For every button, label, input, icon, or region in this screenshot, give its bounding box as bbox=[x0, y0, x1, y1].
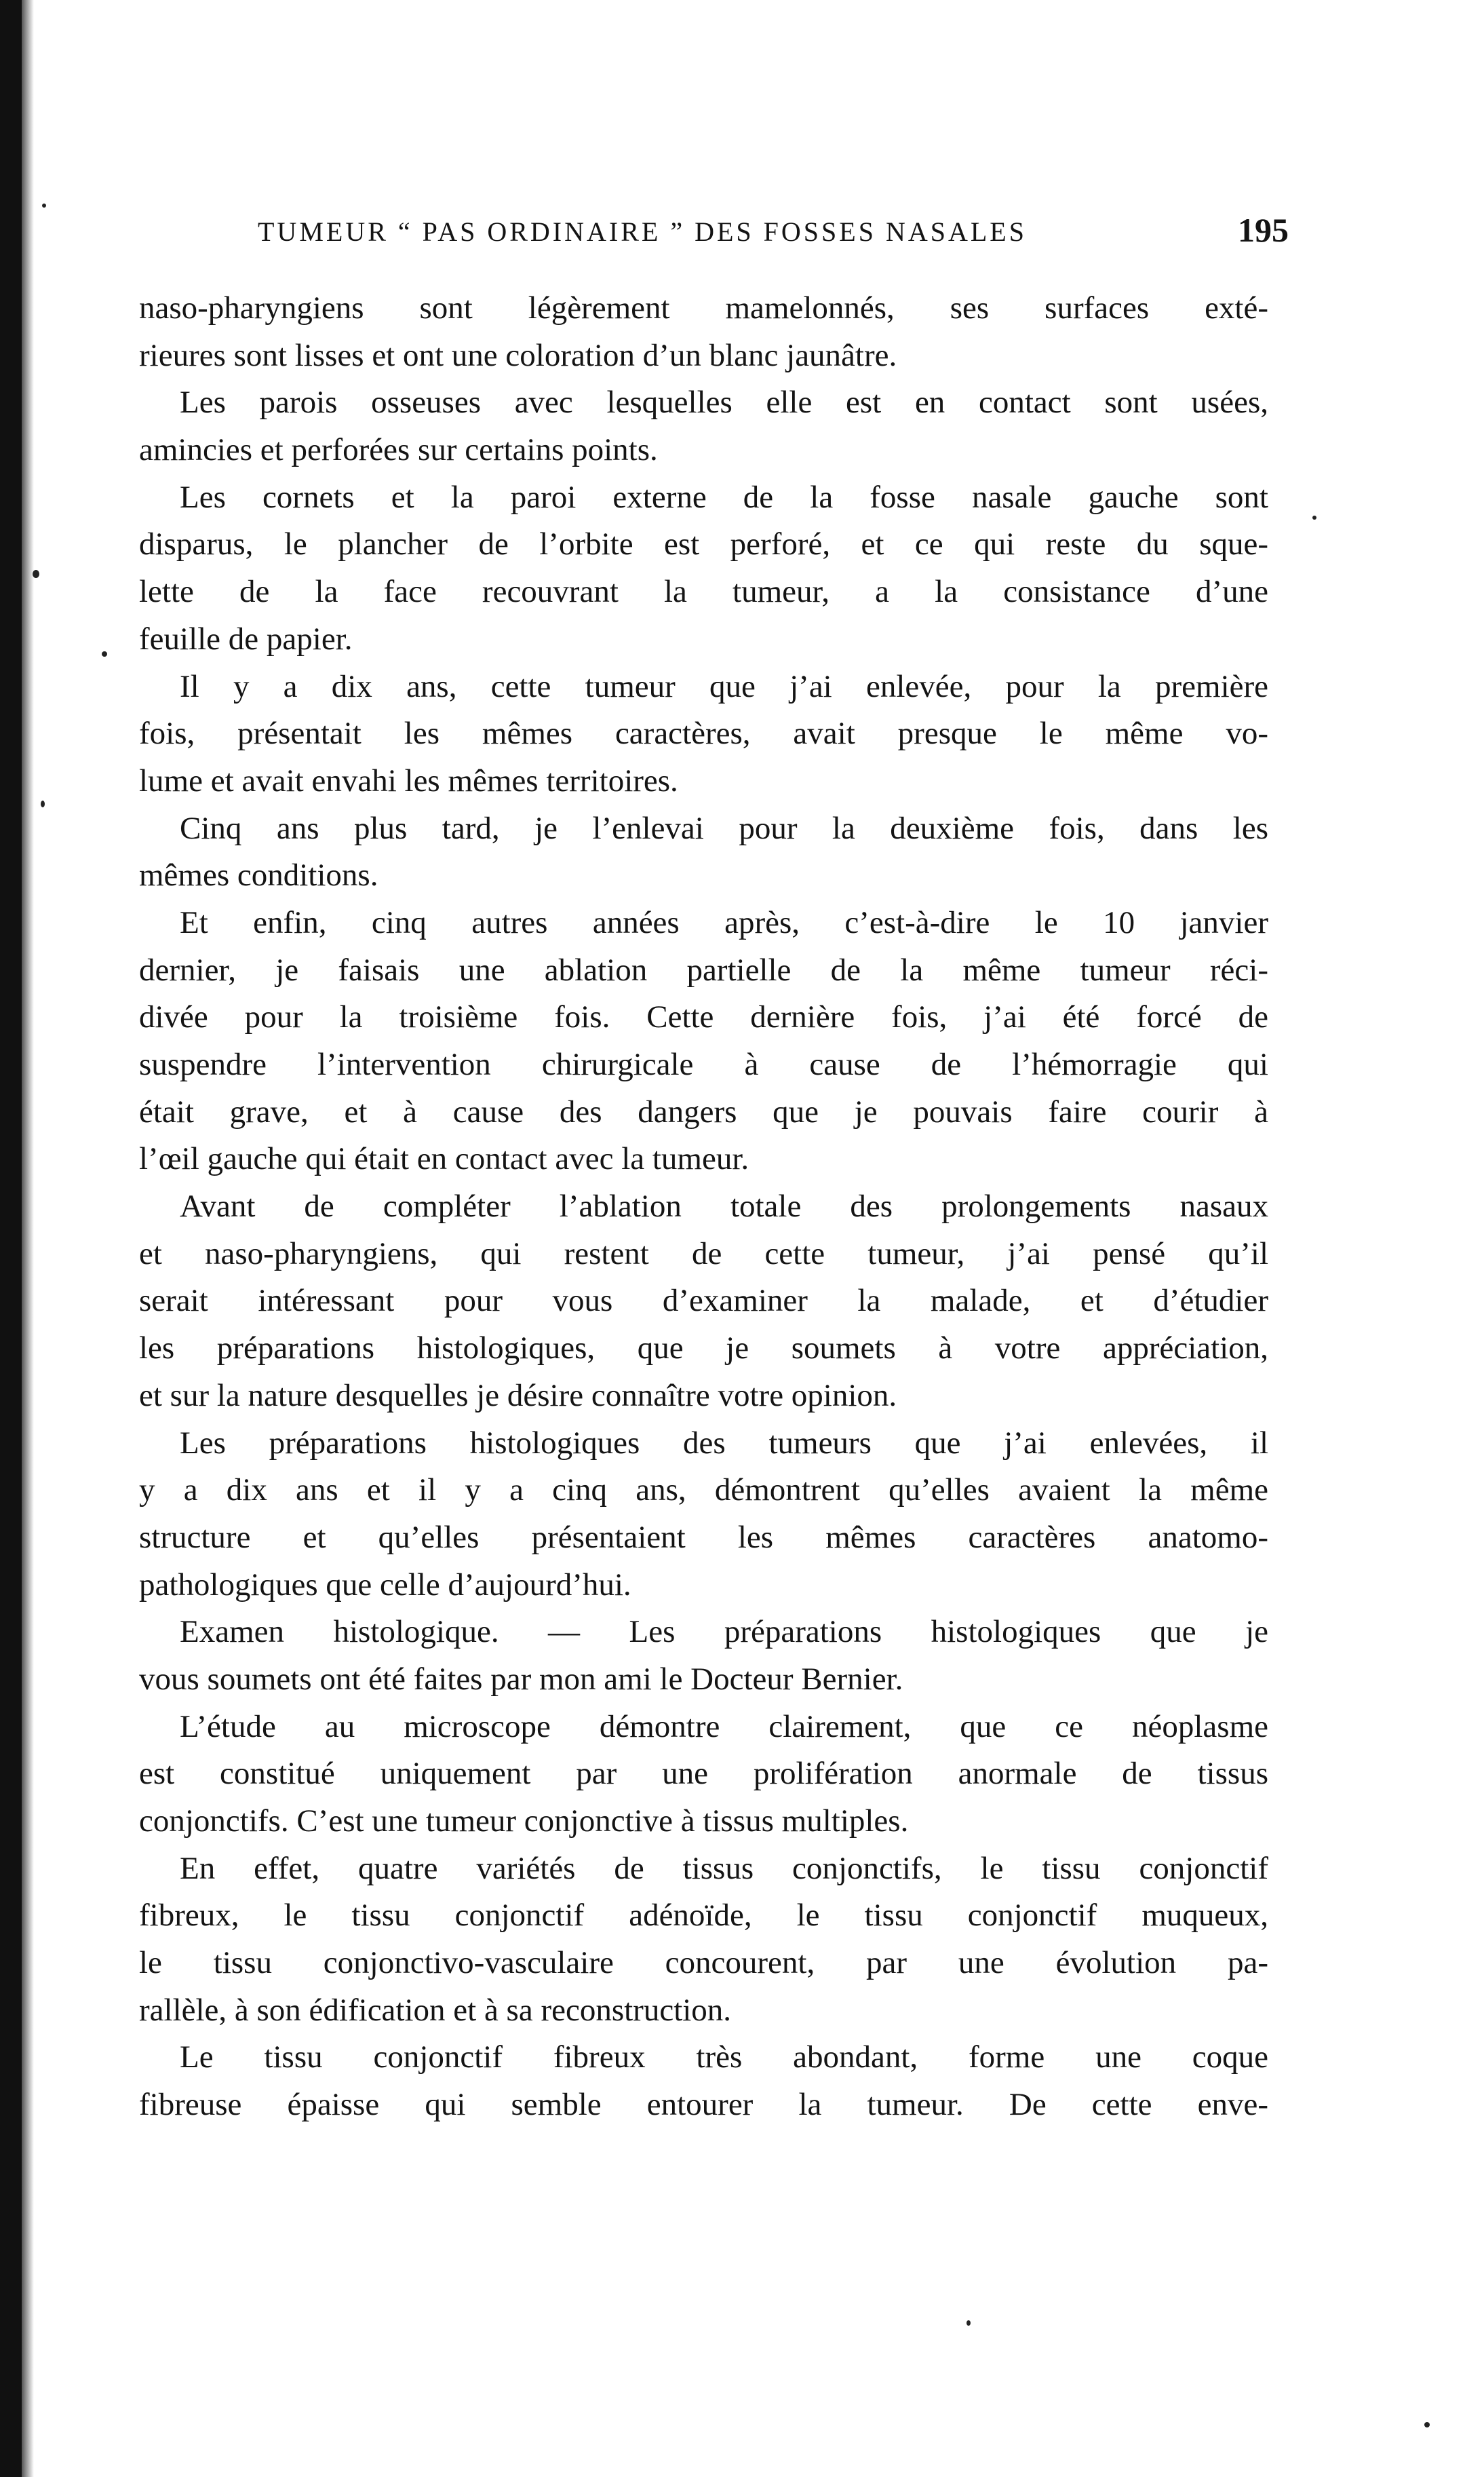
scan-speck bbox=[1312, 516, 1316, 520]
text-line: rallèle, à son édification et à sa reconstruction. bbox=[139, 1992, 732, 2028]
text-line: mêmes conditions. bbox=[139, 858, 378, 894]
text-line: amincies et perforées sur certains points. bbox=[139, 432, 658, 468]
text-line: Les cornets et la paroi externe de la fosse nasale gauche sont bbox=[180, 479, 1268, 515]
text-line: suspendre l’intervention chirurgicale à cause de l’hémorragie qui bbox=[139, 1047, 1268, 1082]
text-line: le tissu conjonctivo-vasculaire concourent, par une évolution pa- bbox=[139, 1945, 1268, 1981]
scan-binding-shadow bbox=[22, 0, 34, 2477]
text-line: lume et avait envahi les mêmes territoires. bbox=[139, 763, 678, 799]
text-line: Le tissu conjonctif fibreux très abondant, forme une coque bbox=[180, 2039, 1268, 2075]
text-line: y a dix ans et il y a cinq ans, démontrent qu’elles avaient la même bbox=[139, 1472, 1268, 1508]
scan-speck bbox=[102, 651, 107, 657]
text-line: vous soumets ont été faites par mon ami le Docteur Bernier. bbox=[139, 1661, 903, 1697]
text-line: était grave, et à cause des dangers que je pouvais faire courir à bbox=[139, 1094, 1268, 1130]
text-line: et sur la nature desquelles je désire connaître votre opinion. bbox=[139, 1377, 897, 1413]
text-line: rieures sont lisses et ont une coloration d’un blanc jaunâtre. bbox=[139, 337, 897, 373]
scan-speck bbox=[966, 2320, 971, 2326]
text-line: Il y a dix ans, cette tumeur que j’ai enlevée, pour la première bbox=[180, 668, 1268, 704]
text-line: disparus, le plancher de l’orbite est perforé, et ce qui reste du sque- bbox=[139, 526, 1268, 562]
text-line: conjonctifs. C’est une tumeur conjonctive à tissus multiples. bbox=[139, 1803, 909, 1839]
scan-binding-edge bbox=[0, 0, 22, 2477]
text-line: feuille de papier. bbox=[139, 621, 353, 657]
body-text bbox=[139, 285, 1268, 2129]
text-line: Les parois osseuses avec lesquelles elle est en contact sont usées, bbox=[180, 385, 1268, 421]
page-number: 195 bbox=[1238, 211, 1289, 249]
text-line: structure et qu’elles présentaient les mêmes caractères anatomo- bbox=[139, 1519, 1268, 1555]
text-line: les préparations histologiques, que je soumets à votre appréciation, bbox=[139, 1330, 1268, 1366]
text-line: Examen histologique. — Les préparations histologiques que je bbox=[180, 1614, 1268, 1650]
text-line: Et enfin, cinq autres années après, c’est-à-dire le 10 janvier bbox=[180, 904, 1268, 940]
text-line: et naso-pharyngiens, qui restent de cette tumeur, j’ai pensé qu’il bbox=[139, 1235, 1268, 1271]
text-line: fibreux, le tissu conjonctif adénoïde, le tissu conjonctif muqueux, bbox=[139, 1898, 1268, 1934]
scan-speck bbox=[33, 570, 39, 578]
text-line: serait intéressant pour vous d’examiner la malade, et d’étudier bbox=[139, 1283, 1268, 1319]
text-line: L’étude au microscope démontre clairement, que ce néoplasme bbox=[180, 1708, 1268, 1744]
text-line: lette de la face recouvrant la tumeur, a la consistance d’une bbox=[139, 574, 1268, 610]
running-title: TUMEUR “ PAS ORDINAIRE ” DES FOSSES NASALES bbox=[258, 216, 1027, 247]
text-line: l’œil gauche qui était en contact avec la tumeur. bbox=[139, 1141, 749, 1177]
text-line: fibreuse épaisse qui semble entourer la tumeur. De cette enve- bbox=[139, 2087, 1268, 2123]
scan-speck bbox=[1424, 2422, 1430, 2427]
page-header bbox=[258, 210, 1289, 258]
scan-speck bbox=[41, 801, 45, 807]
text-line: Les préparations histologiques des tumeurs que j’ai enlevées, il bbox=[180, 1425, 1268, 1461]
text-line: Cinq ans plus tard, je l’enlevai pour la deuxième fois, dans les bbox=[180, 810, 1268, 846]
text-line: dernier, je faisais une ablation partielle de la même tumeur réci- bbox=[139, 952, 1268, 988]
text-line: est constitué uniquement par une prolifération anormale de tissus bbox=[139, 1756, 1268, 1792]
scan-speck bbox=[42, 204, 46, 208]
text-line: fois, présentait les mêmes caractères, avait presque le même vo- bbox=[139, 716, 1268, 752]
text-line: pathologiques que celle d’aujourd’hui. bbox=[139, 1567, 631, 1602]
text-line: En effet, quatre variétés de tissus conjonctifs, le tissu conjonctif bbox=[180, 1850, 1268, 1886]
text-line: naso-pharyngiens sont légèrement mamelonnés, ses surfaces exté- bbox=[139, 290, 1268, 326]
text-line: Avant de compléter l’ablation totale des prolongements nasaux bbox=[180, 1189, 1268, 1225]
text-line: divée pour la troisième fois. Cette dernière fois, j’ai été forcé de bbox=[139, 999, 1268, 1035]
